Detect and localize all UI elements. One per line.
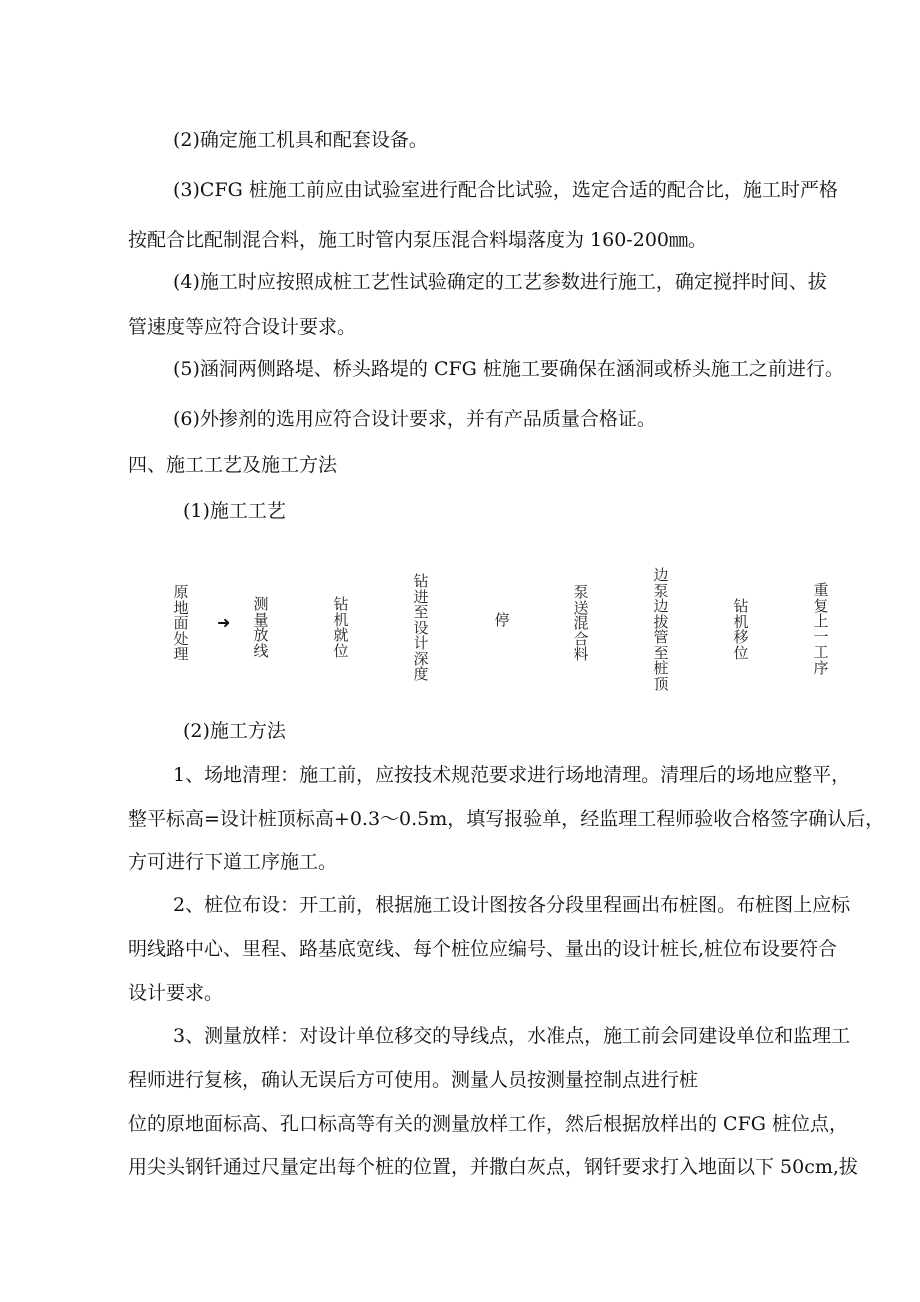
flow-step-rig-position: 钻机就位 [333,595,349,660]
method1-line2: 整平标高=设计桩顶标高+0.3～0.5m，填写报验单，经监理工程师验收合格签字确认后， [128,808,885,830]
flow-step-repeat: 重复上一工序 [813,581,829,677]
flow-step-ground-treatment: 原地面处理 [173,583,189,663]
flow-step-pump-withdraw: 边泵边拔管至桩顶 [653,566,669,693]
para-admixture: (6)外掺剂的选用应符合设计要求，并有产品质量合格证。 [173,408,656,430]
method3-line4: 用尖头钢钎通过尺量定出每个桩的位置，并撒白灰点，钢钎要求打入地面以下 50cm,拔 [128,1156,858,1178]
para-mix-ratio-line2: 按配合比配制混合料，施工时管内泵压混合料塌落度为 160-200㎜。 [128,229,707,251]
subheading-method: (2)施工方法 [183,720,286,742]
method1-line1: 1、场地清理：施工前，应按技术规范要求进行场地清理。清理后的场地应整平， [173,764,851,786]
method2-line1: 2、桩位布设：开工前，根据施工设计图按各分段里程画出布桩图。布桩图上应标 [173,894,851,916]
flow-step-rig-move: 钻机移位 [733,597,749,662]
method3-line1: 3、测量放样：对设计单位移交的导线点，水准点，施工前会同建设单位和监理工 [173,1025,851,1047]
subheading-process: (1)施工工艺 [183,500,286,522]
flow-step-drill-depth: 钻进至设计深度 [413,572,429,683]
para-mix-ratio-line1: (3)CFG 桩施工前应由试验室进行配合比试验，选定合适的配合比，施工时严格 [173,179,838,201]
flow-step-stop: 停 [494,611,510,629]
para-process-params-line2: 管速度等应符合设计要求。 [128,316,357,338]
arrow-icon: ➜ [217,613,231,632]
method1-line3: 方可进行下道工序施工。 [128,851,338,873]
para-process-params-line1: (4)施工时应按照成桩工艺性试验确定的工艺参数进行施工，确定搅拌时间、拔 [173,271,827,293]
method3-line2: 程师进行复核，确认无误后方可使用。测量人员按测量控制点进行桩 [128,1069,699,1091]
method2-line2: 明线路中心、里程、路基底宽线、每个桩位应编号、量出的设计桩长,桩位布设要符合 [128,938,838,960]
para-equipment: (2)确定施工机具和配套设备。 [173,129,428,151]
flow-step-survey: 测量放线 [253,595,269,660]
method2-line3: 设计要求。 [128,982,224,1004]
method3-line3: 位的原地面标高、孔口标高等有关的测量放样工作，然后根据放样出的 CFG 桩位点， [128,1113,848,1135]
section-heading: 四、施工工艺及施工方法 [128,454,338,476]
para-culvert-sequence: (5)涵洞两侧路堤、桥头路堤的 CFG 桩施工要确保在涵洞或桥头施工之前进行。 [173,358,844,380]
flow-step-pump-mix: 泵送混合料 [573,583,589,663]
